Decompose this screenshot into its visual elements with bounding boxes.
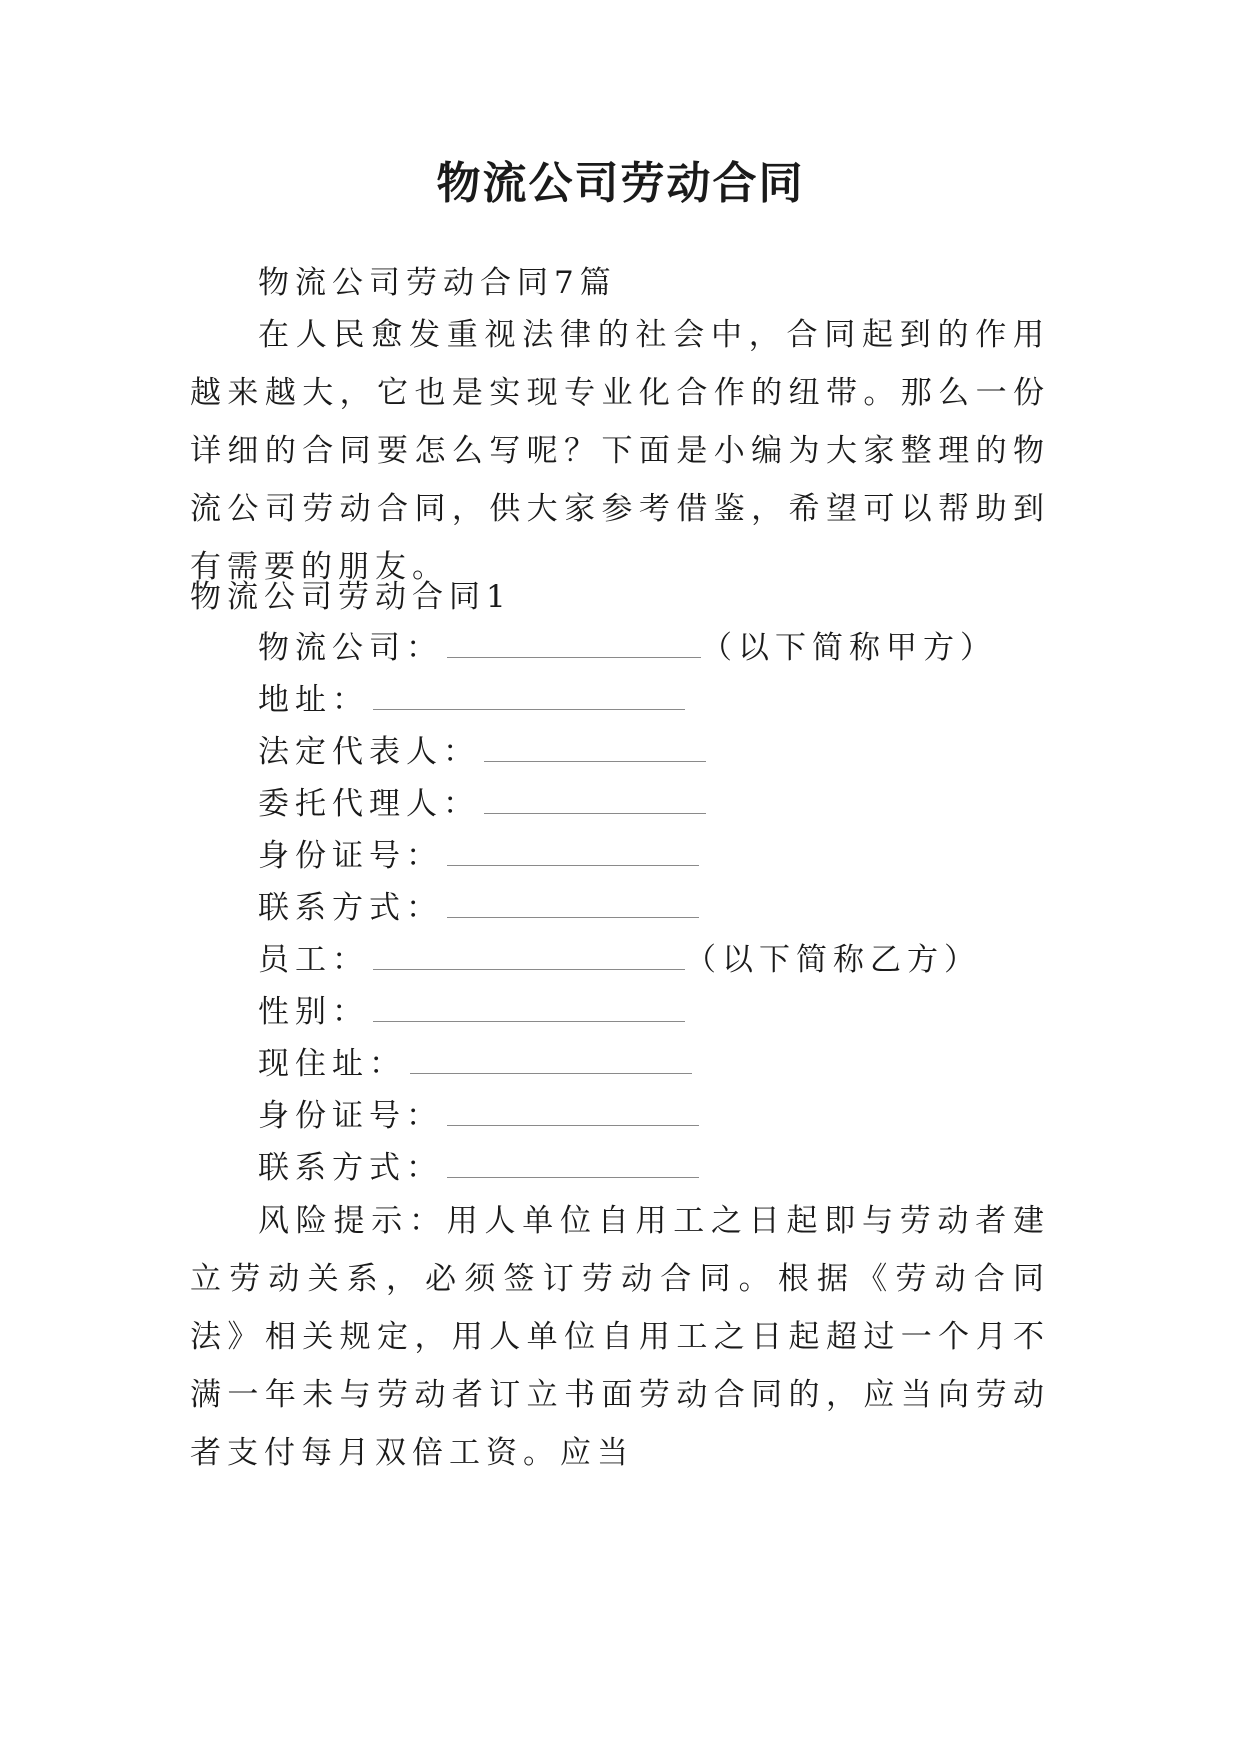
- document-subtitle: 物流公司劳动合同7篇: [258, 265, 617, 301]
- field-label: 现住址：: [258, 1046, 406, 1082]
- field-label: 法定代表人：: [258, 734, 480, 770]
- blank-line: [447, 839, 699, 866]
- risk-paragraph: 风险提示：用人单位自用工之日起即与劳动者建立劳动关系，必须签订劳动合同。根据《劳动合同法》相关规定，用人单位自用工之日起超过一个月不满一年未与劳动者订立书面劳动合同的，应当向劳动者支付每月双倍工资。应当: [190, 1203, 1050, 1471]
- blank-line: [447, 891, 699, 918]
- field-label: 委托代理人：: [258, 786, 480, 822]
- field-company: [258, 628, 997, 668]
- blank-line: [373, 943, 685, 970]
- field-label: 身份证号：: [258, 1098, 443, 1134]
- field-employee: [258, 940, 981, 980]
- blank-line: [373, 683, 685, 710]
- field-contact-a: [258, 888, 699, 928]
- field-contact-b: [258, 1148, 699, 1188]
- blank-line: [484, 735, 706, 762]
- field-label: 联系方式：: [258, 890, 443, 926]
- field-gender: [258, 992, 685, 1032]
- document-title: 物流公司劳动合同: [436, 158, 805, 209]
- field-label: 性别：: [258, 994, 369, 1030]
- field-label: 联系方式：: [258, 1150, 443, 1186]
- section-heading: 物流公司劳动合同1: [190, 579, 512, 615]
- blank-line: [447, 631, 701, 658]
- field-suffix: （以下简称乙方）: [685, 942, 981, 978]
- blank-line: [484, 787, 706, 814]
- field-suffix: （以下简称甲方）: [701, 630, 997, 666]
- blank-line: [447, 1151, 699, 1178]
- field-id-b: [258, 1096, 699, 1136]
- field-label: 身份证号：: [258, 838, 443, 874]
- field-label: 员工：: [258, 942, 369, 978]
- field-current-address: [258, 1044, 692, 1084]
- blank-line: [373, 995, 685, 1022]
- field-agent: [258, 784, 706, 824]
- intro-paragraph: 在人民愈发重视法律的社会中，合同起到的作用越来越大，它也是实现专业化合作的纽带。那么一份详细的合同要怎么写呢？下面是小编为大家整理的物流公司劳动合同，供大家参考借鉴，希望可以帮助到有需要的朋友。: [190, 317, 1050, 585]
- blank-line: [410, 1047, 692, 1074]
- field-address: [258, 680, 685, 720]
- blank-line: [447, 1099, 699, 1126]
- field-id-a: [258, 836, 699, 876]
- field-label: 地址：: [258, 682, 369, 718]
- field-legal-rep: [258, 732, 706, 772]
- field-label: 物流公司：: [258, 630, 443, 666]
